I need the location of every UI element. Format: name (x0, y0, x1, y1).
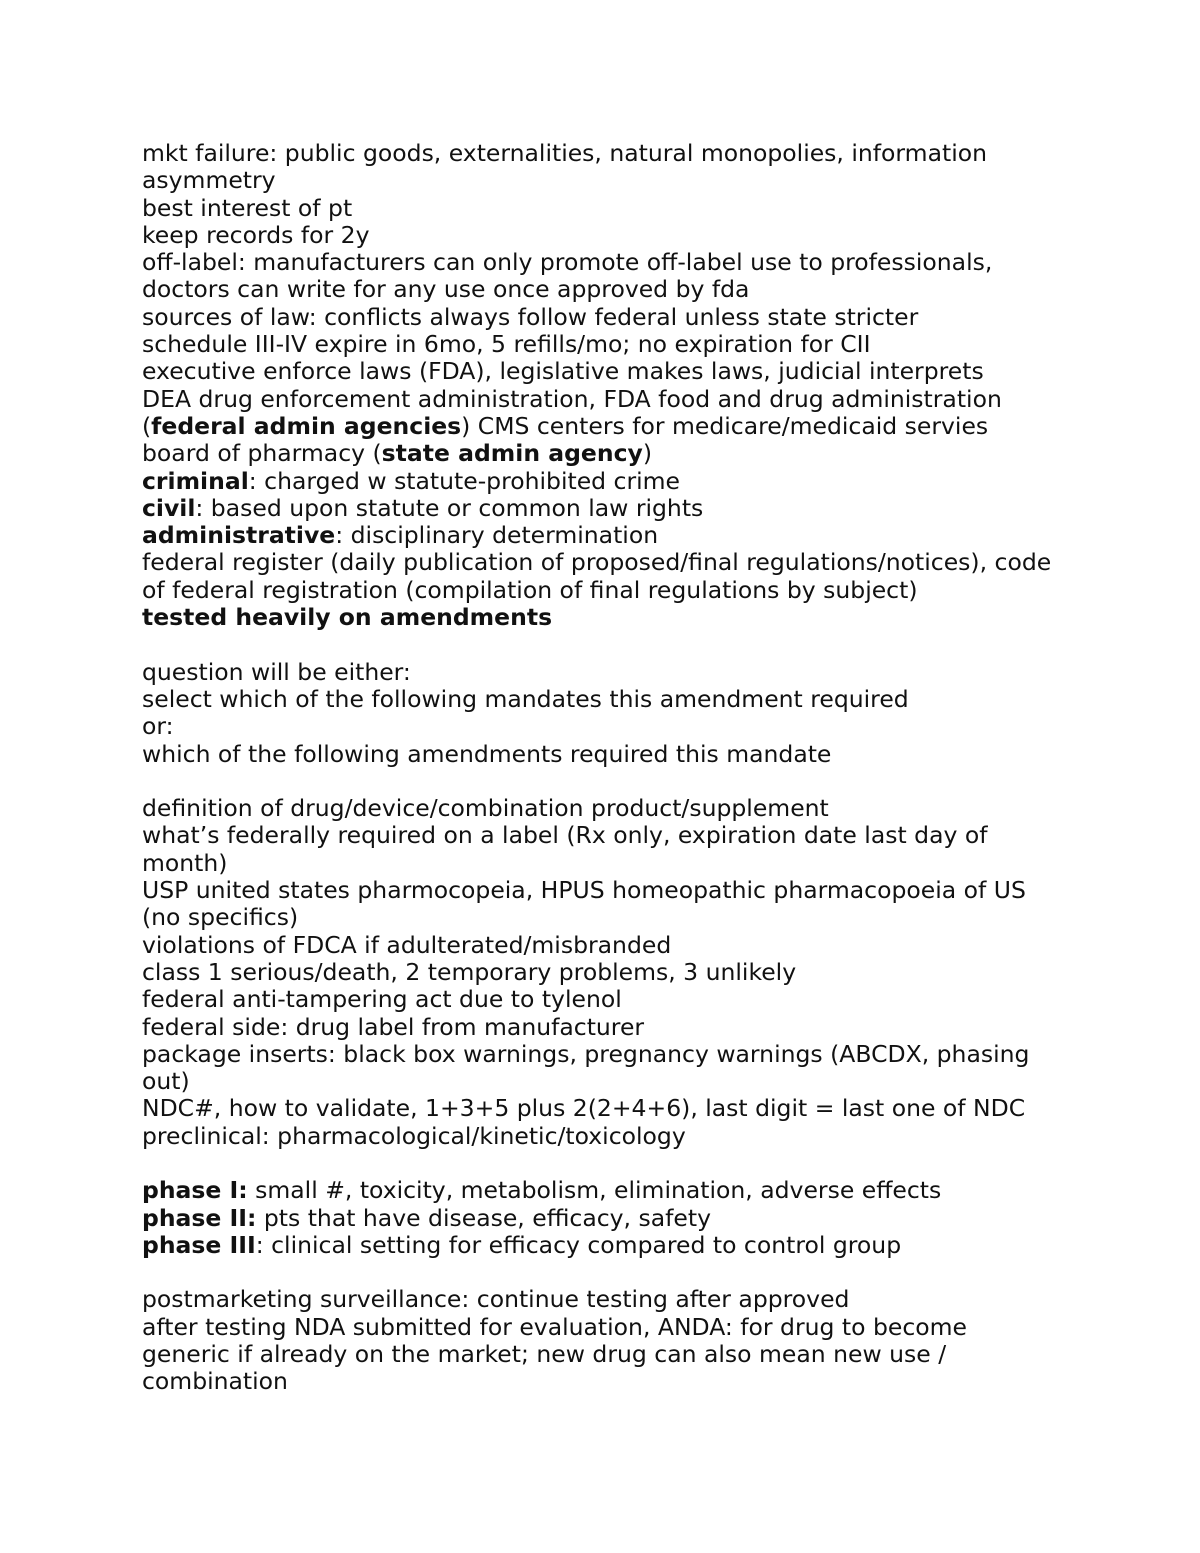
note-recall-classes: class 1 serious/death, 2 temporary problems, 3 unlikely (142, 957, 797, 986)
administrative-bold: administrative (142, 521, 336, 550)
note-off-label-cont: doctors can write for any use once approved by fda (142, 275, 750, 304)
state-admin-agency-bold: state admin agency (381, 439, 643, 468)
note-federal-register-cont: of federal registration (compilation of final regulations by subject) (142, 575, 918, 604)
note-market-failure: mkt failure: public goods, externalities, natural monopolies, information (142, 139, 987, 167)
spacer (142, 631, 1082, 658)
note-select-mandates: select which of the following mandates this amendment required (142, 684, 909, 713)
note-postmarketing: postmarketing surveillance: continue testing after approved (142, 1285, 850, 1314)
note-market-failure-cont: asymmetry (142, 166, 276, 195)
note-ndc-validate: NDC#, how to validate, 1+3+5 plus 2(2+4+6), last digit = last one of NDC (142, 1094, 1026, 1123)
note-package-inserts-cont: out) (142, 1067, 190, 1096)
federal-admin-agencies-bold: federal admin agencies (151, 411, 462, 440)
phase-2-bold: phase II: (142, 1203, 257, 1232)
note-usp-hpus: USP united states pharmocopeia, HPUS homeopathic pharmacopoeia of US (142, 876, 1026, 905)
note-sources-of-law: sources of law: conflicts always follow federal unless state stricter (142, 302, 919, 331)
spacer (142, 1259, 1082, 1286)
note-dea-fda: DEA drug enforcement administration, FDA food and drug administration (142, 384, 1002, 413)
note-phase-3 (142, 1232, 1082, 1259)
note-nda-anda-cont: generic if already on the market; new drug can also mean new use / (142, 1340, 947, 1369)
note-keep-records: keep records for 2y (142, 220, 370, 249)
note-or: or: (142, 712, 174, 741)
phase-3-text: : clinical setting for efficacy compared to control group (255, 1230, 902, 1259)
note-label-required-cont: month) (142, 848, 228, 877)
civil-text: : based upon statute or common law rights (195, 493, 704, 522)
note-federal-side: federal side: drug label from manufacturer (142, 1012, 645, 1041)
criminal-text: : charged w statute-prohibited crime (248, 466, 681, 495)
note-civil (142, 495, 1082, 522)
administrative-text: : disciplinary determination (335, 521, 659, 550)
spacer (142, 768, 1082, 795)
note-board-of-pharmacy (142, 440, 1082, 467)
note-schedule-expiry: schedule III-IV expire in 6mo, 5 refills/mo; no expiration for CII (142, 330, 871, 359)
note-anti-tampering: federal anti-tampering act due to tylenol (142, 985, 622, 1014)
note-nda-anda-cont2: combination (142, 1367, 288, 1396)
note-branches: executive enforce laws (FDA), legislative makes laws, judicial interprets (142, 357, 984, 386)
note-phase-1 (142, 1177, 1082, 1204)
note-which-amendments: which of the following amendments required this mandate (142, 739, 832, 768)
note-nda-anda: after testing NDA submitted for evaluation, ANDA: for drug to become (142, 1312, 968, 1341)
note-preclinical: preclinical: pharmacological/kinetic/toxicology (142, 1121, 686, 1150)
note-administrative (142, 522, 1082, 549)
note-federal-register: federal register (daily publication of proposed/final regulations/notices), code (142, 548, 1052, 577)
document-page (142, 140, 1082, 1396)
board-pre: board of pharmacy ( (142, 439, 382, 468)
note-question-either: question will be either: (142, 657, 411, 686)
note-label-required: what’s federally required on a label (Rx only, expiration date last day of (142, 821, 988, 850)
phase-3-bold: phase III (142, 1230, 256, 1259)
phase-1-bold: phase I: (142, 1176, 248, 1205)
note-fdca-violations: violations of FDCA if adulterated/misbranded (142, 930, 672, 959)
phase-1-text: small #, toxicity, metabolism, elimination, adverse effects (247, 1176, 942, 1205)
note-definition: definition of drug/device/combination product/supplement (142, 794, 829, 823)
phase-2-text: pts that have disease, efficacy, safety (256, 1203, 711, 1232)
board-post: ) (642, 439, 653, 468)
cms-text: ) CMS centers for medicare/medicaid servies (461, 411, 989, 440)
open-paren: ( (142, 411, 152, 440)
note-tested-heavily (142, 604, 1082, 631)
note-phase-2 (142, 1205, 1082, 1232)
spacer (142, 1150, 1082, 1177)
note-package-inserts: package inserts: black box warnings, pregnancy warnings (ABCDX, phasing (142, 1039, 1030, 1068)
tested-heavily-bold: tested heavily on amendments (142, 603, 553, 632)
note-federal-agencies (142, 413, 1082, 440)
note-off-label: off-label: manufacturers can only promote off-label use to professionals, (142, 248, 993, 277)
note-criminal (142, 468, 1082, 495)
note-usp-hpus-cont: (no specifics) (142, 903, 299, 932)
civil-bold: civil (142, 493, 196, 522)
criminal-bold: criminal (142, 466, 249, 495)
note-best-interest: best interest of pt (142, 193, 353, 222)
